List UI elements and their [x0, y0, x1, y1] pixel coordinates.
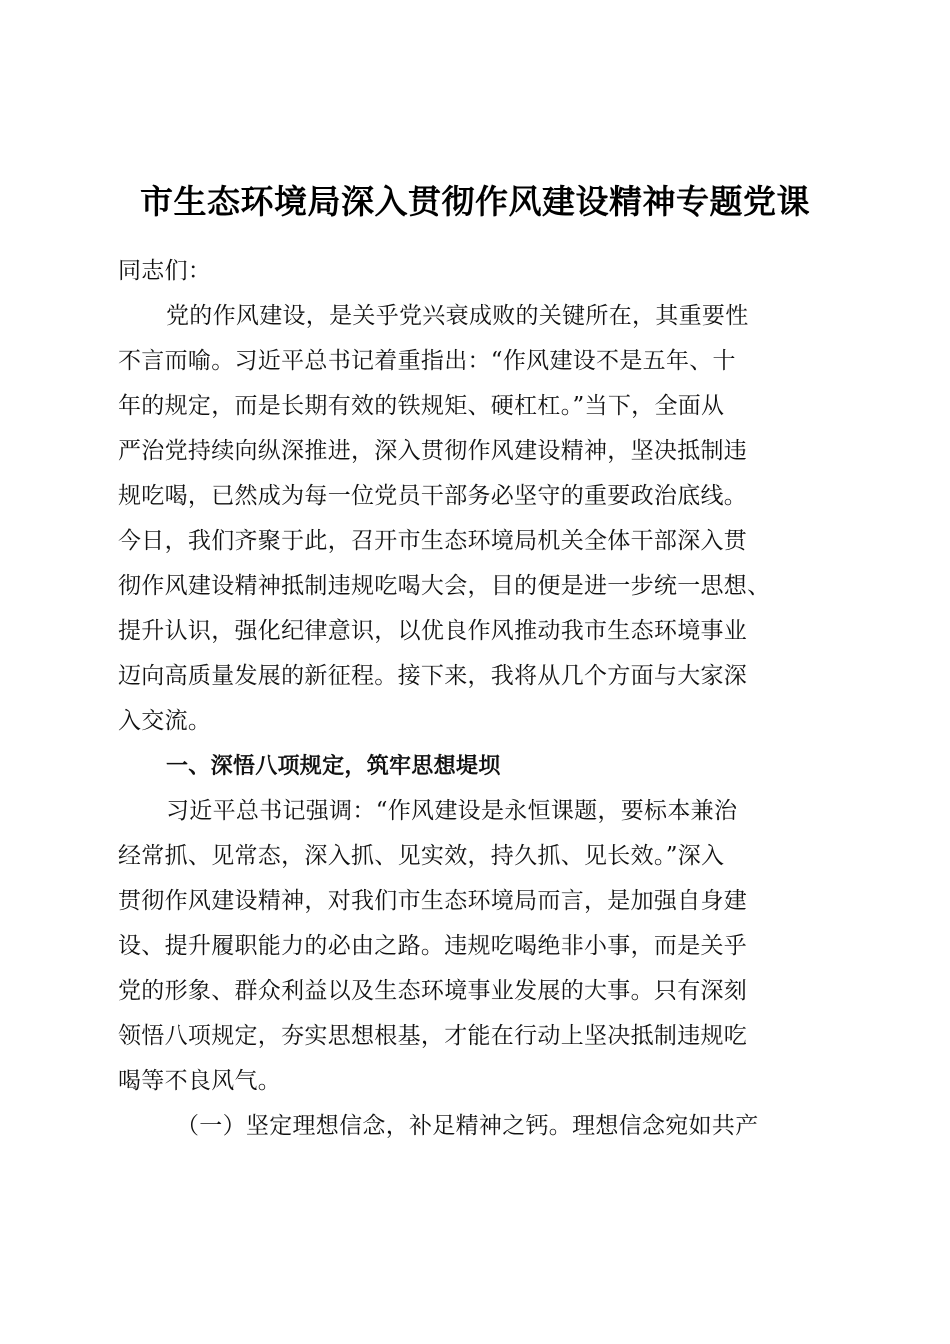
- paragraph-line: 不言而喻。习近平总书记着重指出：“作风建设不是五年、十: [118, 348, 736, 374]
- document-body: [118, 249, 838, 1149]
- paragraph-line: 今日，我们齐聚于此，召开市生态环境局机关全体干部深入贯: [118, 528, 748, 554]
- paragraph-line: 年的规定，而是长期有效的铁规矩、硬杠杠。”当下，全面从: [118, 393, 725, 419]
- paragraph-line: 喝等不良风气。: [118, 1068, 282, 1094]
- paragraph-line: 彻作风建设精神抵制违规吃喝大会，目的便是进一步统一思想、: [118, 573, 771, 599]
- paragraph-line: 规吃喝，已然成为每一位党员干部务必坚守的重要政治底线。: [118, 483, 748, 509]
- paragraph-line: 提升认识，强化纪律意识，以优良作风推动我市生态环境事业: [118, 618, 748, 644]
- subsection-line: （一）坚定理想信念，补足精神之钙。理想信念宛如共产: [176, 1113, 759, 1139]
- salutation: 同志们：: [118, 258, 212, 284]
- paragraph-line: 领悟八项规定，夯实思想根基，才能在行动上坚决抵制违规吃: [118, 1023, 748, 1049]
- paragraph-line: 党的形象、群众利益以及生态环境事业发展的大事。只有深刻: [118, 978, 748, 1004]
- paragraph-line: 严治党持续向纵深推进，深入贯彻作风建设精神，坚决抵制违: [118, 438, 748, 464]
- paragraph-line: 习近平总书记强调：“作风建设是永恒课题，要标本兼治: [166, 798, 738, 824]
- section-heading: 一、深悟八项规定，筑牢思想堤坝: [166, 754, 501, 779]
- paragraph-line: 迈向高质量发展的新征程。接下来，我将从几个方面与大家深: [118, 663, 748, 689]
- paragraph-line: 经常抓、见常态，深入抓、见实效，持久抓、见长效。”深入: [118, 843, 725, 869]
- paragraph-line: 入交流。: [118, 708, 212, 734]
- paragraph-line: 设、提升履职能力的必由之路。违规吃喝绝非小事，而是关乎: [118, 933, 748, 959]
- paragraph-line: 贯彻作风建设精神，对我们市生态环境局而言，是加强自身建: [118, 888, 748, 914]
- paragraph-line: 党的作风建设，是关乎党兴衰成败的关键所在，其重要性: [166, 303, 749, 329]
- document-title: 市生态环境局深入贯彻作风建设精神专题党课: [140, 182, 810, 221]
